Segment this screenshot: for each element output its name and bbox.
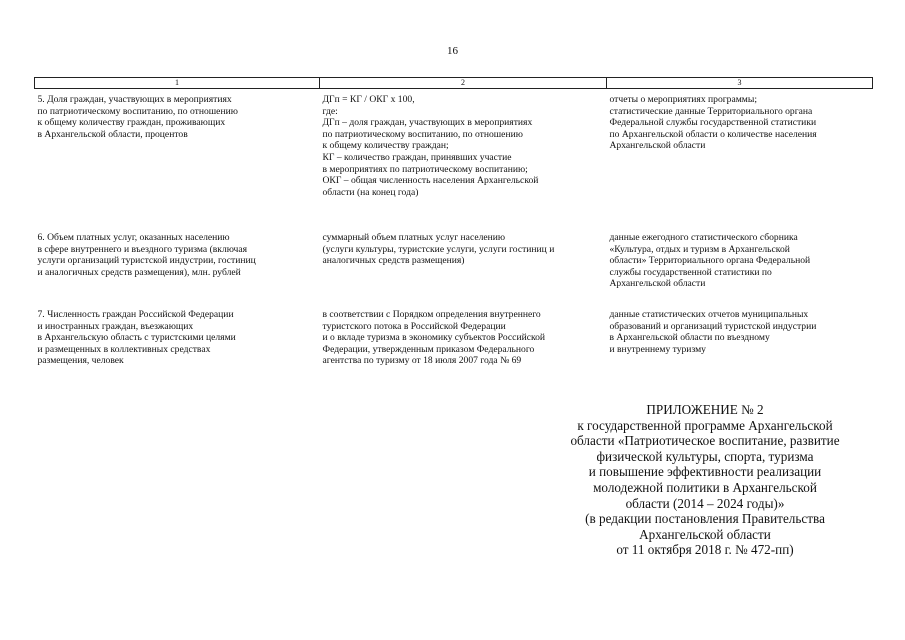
table-header-row xyxy=(35,78,873,89)
table-cell-col-2 xyxy=(320,227,607,304)
appendix-line: и повышение эффективности реализации xyxy=(588,464,822,480)
table-cell-col-2 xyxy=(320,304,607,379)
appendix-line: (в редакции постановления Правительства xyxy=(585,511,825,527)
cell-text-line: 6. Объем платных услуг, оказанных населению xyxy=(37,232,230,243)
column-header-3: 3 xyxy=(607,78,873,89)
appendix-line: области «Патриотическое воспитание, развитие xyxy=(570,433,840,449)
cell-text-line: услуги организаций туристской индустрии, гостиниц xyxy=(37,255,256,267)
appendix-line: молодежной политики в Архангельской xyxy=(593,479,817,495)
appendix-line: физической культуры, спорта, туризма xyxy=(596,448,814,464)
page-number: 16 xyxy=(447,45,458,57)
cell-text-line: области (на конец года) xyxy=(322,186,419,198)
cell-text-line: ДГп = КГ / ОКГ x 100, xyxy=(322,94,415,105)
cell-text-line: статистические данные Территориального органа xyxy=(609,105,813,117)
cell-text-line: Федерации, утвержденным приказом Федерального xyxy=(322,343,535,355)
cell-text-line: Архангельской области xyxy=(609,140,706,152)
appendix-line: Архангельской области xyxy=(639,526,771,542)
indicators-table xyxy=(34,77,873,379)
appendix-heading xyxy=(520,402,890,558)
cell-text-line: Архангельской области xyxy=(609,278,706,290)
cell-text-line: ОКГ – общая численность населения Архангельской xyxy=(322,175,539,187)
table-cell-col-3 xyxy=(607,89,873,228)
table-cell-col-3 xyxy=(607,304,873,379)
appendix-line: области (2014 – 2024 годы)» xyxy=(625,495,785,511)
cell-text-line: аналогичных средств размещения) xyxy=(322,255,465,267)
table-row xyxy=(35,227,873,304)
appendix-line: к государственной программе Архангельской xyxy=(577,417,833,433)
cell-text-line: где: xyxy=(322,105,338,117)
cell-text-line: по Архангельской области о количестве населения xyxy=(609,128,817,140)
table-row xyxy=(35,304,873,379)
table-cell-col-2 xyxy=(320,89,607,228)
cell-text-line: отчеты о мероприятиях программы; xyxy=(609,94,757,105)
cell-text-line: в Архангельской области по въездному xyxy=(609,332,770,344)
cell-text-line: 5. Доля граждан, участвующих в мероприятиях xyxy=(37,94,232,105)
table-cell-col-3 xyxy=(607,227,873,304)
table-cell-col-1 xyxy=(35,304,320,379)
cell-text-line: Федеральной службы государственной статистики xyxy=(609,117,817,129)
cell-text-line: в соответствии с Порядком определения внутреннего xyxy=(322,309,541,320)
appendix-line: от 11 октября 2018 г. № 472-пп) xyxy=(616,542,794,558)
cell-text-line: и внутреннему туризму xyxy=(609,343,706,355)
cell-text-line: и размещенных в коллективных средствах xyxy=(37,343,211,355)
cell-text-line: и о вкладе туризма в экономику субъектов Российской xyxy=(322,332,546,344)
cell-text-line: в Архангельской области, процентов xyxy=(37,128,188,140)
appendix-title: ПРИЛОЖЕНИЕ № 2 xyxy=(646,402,764,417)
cell-text-line: в сфере внутреннего и въездного туризма (включая xyxy=(37,243,248,255)
cell-text-line: «Культура, отдых и туризм в Архангельской xyxy=(609,243,790,255)
table-row xyxy=(35,89,873,228)
cell-text-line: ДГп – доля граждан, участвующих в мероприятиях xyxy=(322,117,533,129)
cell-text-line: к общему количеству граждан; xyxy=(322,140,449,152)
cell-text-line: и иностранных граждан, въезжающих xyxy=(37,320,194,332)
cell-text-line: размещения, человек xyxy=(37,355,124,367)
cell-text-line: данные ежегодного статистического сборника xyxy=(609,232,798,243)
cell-text-line: суммарный объем платных услуг населению xyxy=(322,232,506,243)
table-cell-col-1 xyxy=(35,89,320,228)
cell-text-line: в Архангельскую область с туристскими целями xyxy=(37,332,236,344)
column-header-1: 1 xyxy=(35,78,320,89)
cell-text-line: к общему количеству граждан, проживающих xyxy=(37,117,226,129)
cell-text-line: данные статистических отчетов муниципальных xyxy=(609,309,809,320)
cell-text-line: агентства по туризму от 18 июля 2007 года № 69 xyxy=(322,355,522,367)
table-cell-col-1 xyxy=(35,227,320,304)
column-header-2: 2 xyxy=(320,78,607,89)
cell-text-line: в мероприятиях по патриотическому воспитанию; xyxy=(322,163,528,175)
cell-text-line: по патриотическому воспитанию, по отношению xyxy=(37,105,238,117)
cell-text-line: КГ – количество граждан, принявших участие xyxy=(322,151,512,163)
cell-text-line: службы государственной статистики по xyxy=(609,266,772,278)
cell-text-line: туристского потока в Российской Федерации xyxy=(322,320,506,332)
cell-text-line: по патриотическому воспитанию, по отношению xyxy=(322,128,523,140)
cell-text-line: и аналогичных средств размещения), млн. рублей xyxy=(37,266,241,278)
cell-text-line: (услуги культуры, туристские услуги, услуги гостиниц и xyxy=(322,243,555,255)
cell-text-line: образований и организаций туристской индустрии xyxy=(609,320,817,332)
cell-text-line: области» Территориального органа Федеральной xyxy=(609,255,811,267)
cell-text-line: 7. Численность граждан Российской Федерации xyxy=(37,309,234,320)
